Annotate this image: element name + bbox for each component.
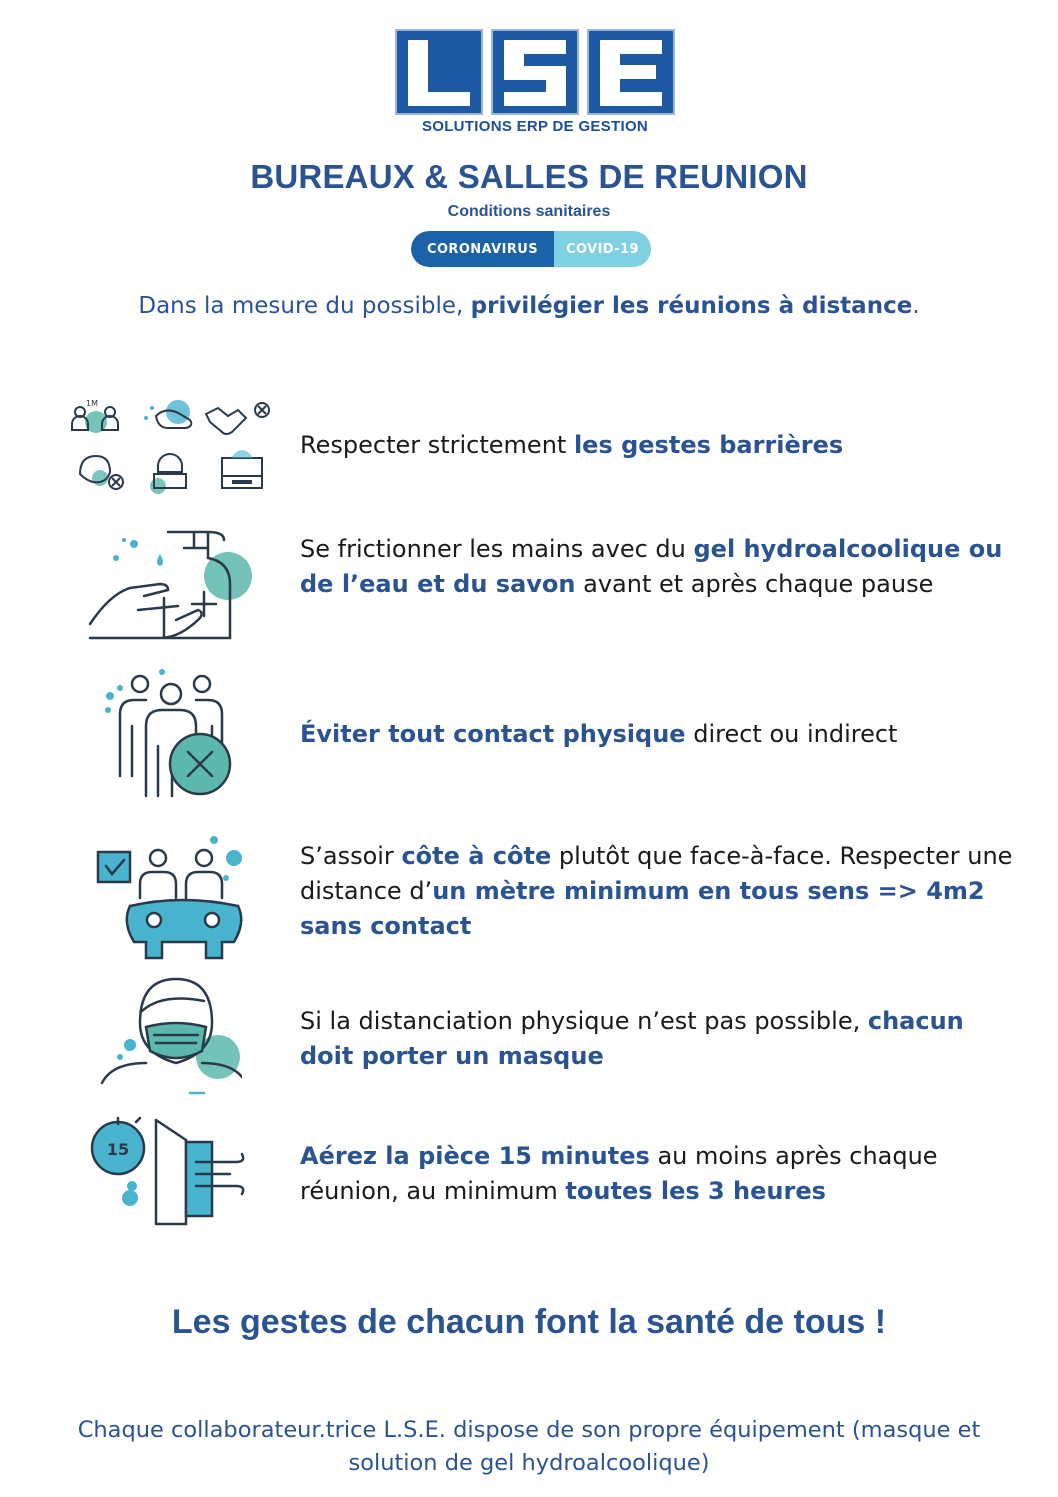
side-by-side-seating-icon — [94, 834, 246, 964]
intro-post: . — [912, 293, 920, 319]
barrier-gestures-icon — [66, 394, 276, 504]
company-logo — [394, 28, 676, 140]
motto: Les gestes de chacun font la santé de tous ! — [171, 1303, 887, 1341]
page-subtitle: Conditions sanitaires — [447, 203, 611, 220]
intro-pre: Dans la mesure du possible, — [138, 293, 471, 319]
timer-label: 15 — [106, 1140, 130, 1159]
item-3-text: Éviter tout contact physique direct ou indirect — [300, 720, 898, 748]
intro-text — [0, 293, 1058, 319]
badge-coronavirus: CORONAVIRUS — [411, 231, 554, 267]
item-6-text: Aérez la pièce 15 minutes au moins après chaque réunion, au minimum toutes les 3 heures — [300, 1142, 938, 1205]
footer-note: Chaque collaborateur.trice L.S.E. dispose de son propre équipement (masque et solution de gel hydroalcoolique) — [77, 1417, 981, 1476]
covid-badge — [411, 231, 651, 267]
item-4-text: S’assoir côte à côte plutôt que face-à-face. Respecter une distance d’un mètre minimum en tous sens => 4m2 sans contact — [300, 842, 1013, 940]
page-title: BUREAUX & SALLES DE REUNION — [250, 158, 808, 195]
hand-sanitizer-icon — [88, 518, 258, 648]
lse-logo-icon — [394, 28, 676, 118]
badge-covid19: COVID-19 — [554, 231, 651, 267]
face-mask-icon — [98, 975, 242, 1099]
logo-tagline: SOLUTIONS ERP DE GESTION — [421, 118, 649, 135]
svg-text:1M: 1M — [86, 399, 98, 408]
item-5-text: Si la distanciation physique n’est pas possible, chacun doit porter un masque — [300, 1007, 964, 1070]
ventilation-timer-icon — [90, 1112, 250, 1232]
item-2-text: Se frictionner les mains avec du gel hydroalcoolique ou de l’eau et du savon avant et après chaque pause — [300, 535, 1003, 598]
intro-highlight: privilégier les réunions à distance — [470, 293, 913, 319]
no-contact-icon — [102, 666, 236, 806]
item-1-text: Respecter strictement les gestes barrières — [300, 431, 844, 459]
